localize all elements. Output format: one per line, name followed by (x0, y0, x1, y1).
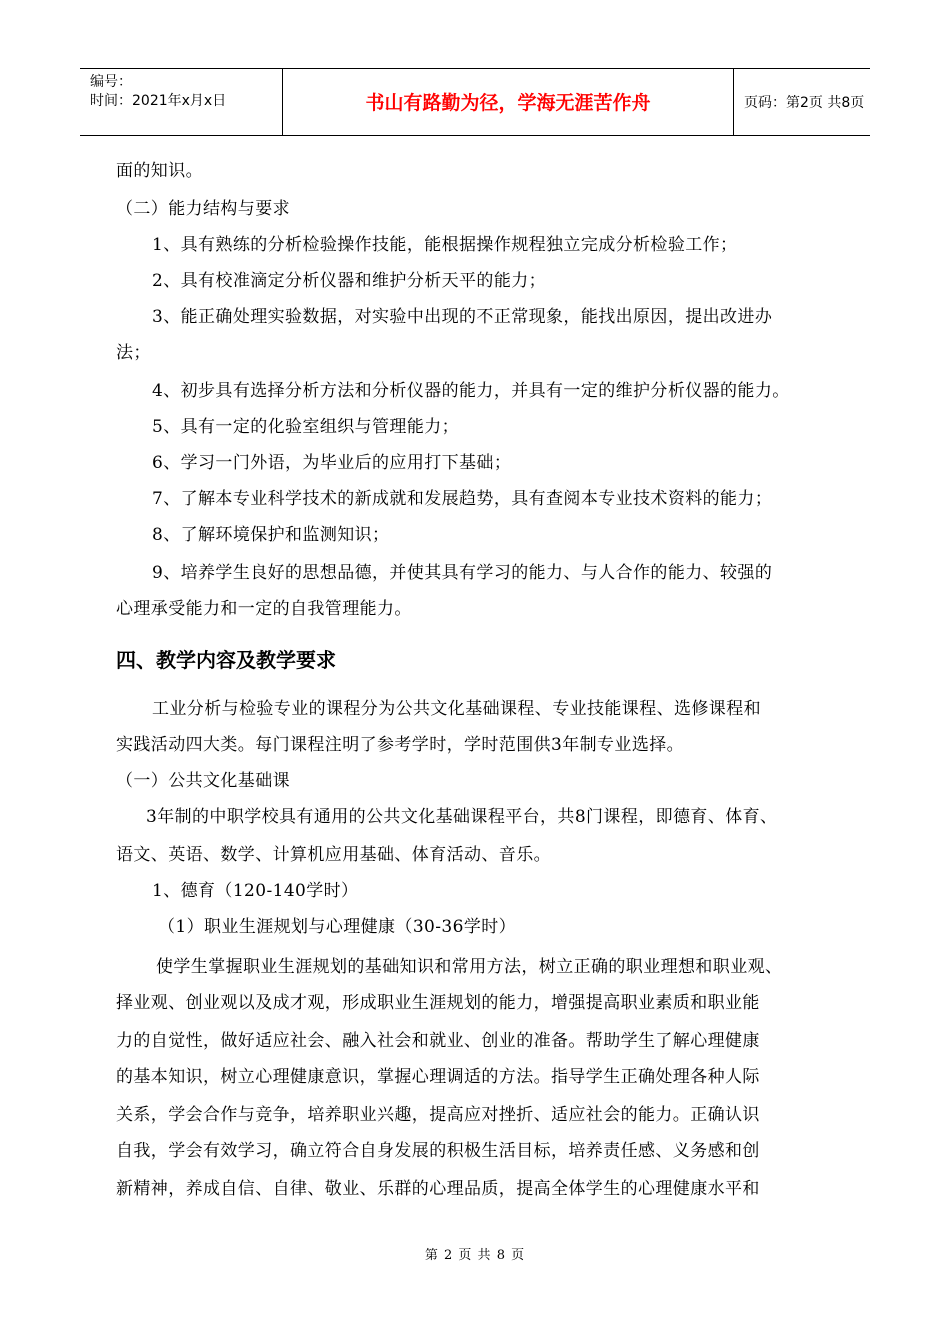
body-line: 工业分析与检验专业的课程分为公共文化基础课程、专业技能课程、选修课程和 (152, 699, 761, 719)
header-table (80, 68, 870, 136)
body-line: 8、了解环境保护和监测知识； (152, 525, 390, 545)
body-line: 法； (116, 343, 151, 363)
body-line: 5、具有一定的化验室组织与管理能力； (152, 417, 460, 437)
page-footer: 第 2 页 共 8 页 (424, 1248, 526, 1263)
body-line: 的基本知识，树立心理健康意识，掌握心理调适的方法。指导学生正确处理各种人际 (116, 1067, 760, 1087)
body-line: 新精神，养成自信、自律、敬业、乐群的心理品质，提高全体学生的心理健康水平和 (116, 1179, 760, 1199)
header-middle-cell (282, 69, 734, 135)
body-line: 使学生掌握职业生涯规划的基础知识和常用方法，树立正确的职业理想和职业观、 (156, 957, 783, 977)
body-line: 语文、英语、数学、计算机应用基础、体育活动、音乐。 (116, 845, 551, 865)
body-line: 1、德育（120-140学时） (152, 881, 359, 901)
body-line: 心理承受能力和一定的自我管理能力。 (116, 599, 412, 619)
section-heading: 四、教学内容及教学要求 (116, 648, 336, 672)
body-line: 择业观、创业观以及成才观，形成职业生涯规划的能力，增强提高职业素质和职业能 (116, 993, 760, 1013)
body-line: 9、培养学生良好的思想品德，并使其具有学习的能力、与人合作的能力、较强的 (152, 563, 773, 583)
body-line: 6、学习一门外语，为毕业后的应用打下基础； (152, 453, 512, 473)
body-line: （1）职业生涯规划与心理健康（30-36学时） (158, 917, 517, 937)
body-line: 3、能正确处理实验数据，对实验中出现的不正常现象，能找出原因，提出改进办 (152, 307, 773, 327)
body-line: 自我，学会有效学习，确立符合自身发展的积极生活目标，培养责任感、义务感和创 (116, 1141, 760, 1161)
body-line: 实践活动四大类。每门课程注明了参考学时，学时范围供3年制专业选择。 (116, 735, 685, 755)
subheading: （二）能力结构与要求 (116, 199, 290, 219)
body-line: 面的知识。 (116, 161, 203, 181)
body-line: 力的自觉性，做好适应社会、融入社会和就业、创业的准备。帮助学生了解心理健康 (116, 1031, 760, 1051)
body-line: 1、具有熟练的分析检验操作技能，能根据操作规程独立完成分析检验工作； (152, 235, 738, 255)
body-line: 4、初步具有选择分析方法和分析仪器的能力，并具有一定的维护分析仪器的能力。 (152, 381, 790, 401)
code-label: 编号： (90, 74, 132, 90)
subheading: （一）公共文化基础课 (116, 771, 290, 791)
body-line: 3年制的中职学校具有通用的公共文化基础课程平台，共8门课程，即德育、体育、 (146, 807, 778, 827)
time-label: 时间：2021年x月x日 (90, 93, 227, 109)
header-left-cell (80, 69, 282, 135)
body-line: 2、具有校准滴定分析仪器和维护分析天平的能力； (152, 271, 547, 291)
page-info: 页码：第2页 共8页 (744, 95, 865, 111)
header-right-cell (734, 69, 870, 135)
motto-text: 书山有路勤为径，学海无涯苦作舟 (365, 92, 651, 114)
body-line: 7、了解本专业科学技术的新成就和发展趋势，具有查阅本专业技术资料的能力； (152, 489, 773, 509)
body-line: 关系，学会合作与竞争，培养职业兴趣，提高应对挫折、适应社会的能力。正确认识 (116, 1105, 760, 1125)
